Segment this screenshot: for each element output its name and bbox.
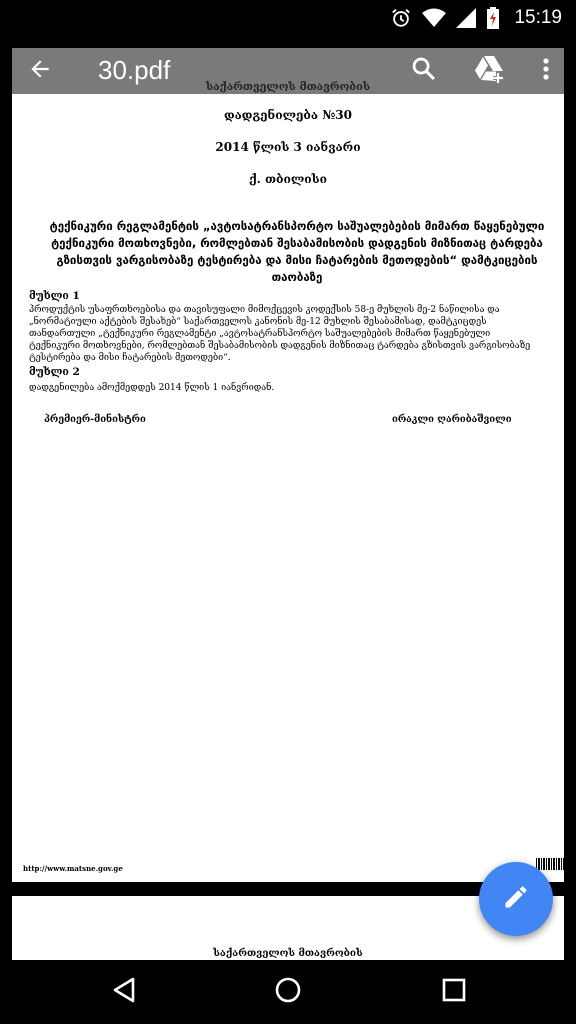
- decree-title: [32, 218, 562, 286]
- signature-title: პრემიერ-მინისტრი: [44, 414, 146, 425]
- nav-recents-icon: [442, 978, 466, 1006]
- page2-header: საქართველოს მთავრობის: [213, 948, 363, 959]
- pdf-viewer[interactable]: [12, 80, 564, 960]
- status-time: 15:19: [514, 7, 562, 28]
- edit-pencil-icon: [502, 883, 530, 915]
- battery-charging-icon: [486, 7, 500, 29]
- article1-line: ტექნიკური მოთხოვნები, რომლებთან შესაბამისობის დადგენის მიზნითაც ტარდება გზისთვის ვარგისობაზე: [29, 341, 531, 351]
- edit-fab-button[interactable]: [479, 862, 553, 936]
- navigation-bar: [0, 960, 576, 1024]
- article1-line: „ნორმატიული აქტების შესახებ“ საქართველოს კანონის მე-12 მუხლის შესაბამისად, დამტკიცდეს: [29, 317, 487, 327]
- title-line: გზისთვის ვარგისობაზე ტესტირება და მისი ჩატარების მეთოდების“ დამტკიცების: [56, 253, 538, 267]
- signature-name: ირაკლი ღარიბაშვილი: [392, 414, 512, 425]
- article2-heading: მუხლი 2: [29, 366, 80, 378]
- decree-number: დადგენილება №30: [224, 108, 352, 122]
- alarm-icon: [390, 7, 412, 29]
- file-title: 30.pdf: [98, 55, 171, 85]
- status-bar: [0, 0, 576, 48]
- decree-date: 2014 წლის 3 იანვარი: [215, 140, 361, 154]
- title-line: ტექნიკური რეგლამენტის „ავტოსატრანსპორტო საშუალებების მიმართ წაყენებული: [49, 219, 545, 233]
- barcode: [536, 858, 564, 870]
- title-line: თაობაზე: [271, 270, 323, 284]
- nav-back-icon: [111, 976, 137, 1008]
- article1-line: ტესტირება და მისი ჩატარების მეთოდები“.: [29, 353, 231, 363]
- nav-home-button[interactable]: [256, 960, 320, 1024]
- title-line: ტექნიკური მოთხოვნები, რომლებთან შესაბამისობის დადგენის მიზნითაც ტარდება: [51, 236, 543, 250]
- page-header: საქართველოს მთავრობის: [205, 80, 371, 93]
- nav-back-button[interactable]: [92, 960, 156, 1024]
- nav-recents-button[interactable]: [422, 960, 486, 1024]
- signal-icon: [456, 8, 476, 28]
- wifi-icon: [422, 8, 446, 28]
- status-icons: [390, 0, 562, 36]
- article2-text: დადგენილება ამოქმედდეს 2014 წლის 1 იანვრიდან.: [29, 383, 275, 393]
- article1-line: პროდუქტის უსაფრთხოებისა და თავისუფალი მიმოქცევის კოდექსის 58-ე მუხლის მე-2 ნაწილისა და: [29, 305, 500, 315]
- pdf-page: [12, 80, 564, 882]
- decree-city: ქ. თბილისი: [249, 172, 327, 186]
- footer-url: http://www.matsne.gov.ge: [23, 864, 123, 873]
- article1-heading: მუხლი 1: [29, 290, 80, 302]
- article1-line: თანდართული „ტექნიკური რეგლამენტი „ავტოსატრანსპორტო საშუალებების მიმართ წაყენებული: [29, 329, 491, 339]
- nav-home-icon: [274, 976, 302, 1008]
- article1-text: [29, 304, 549, 364]
